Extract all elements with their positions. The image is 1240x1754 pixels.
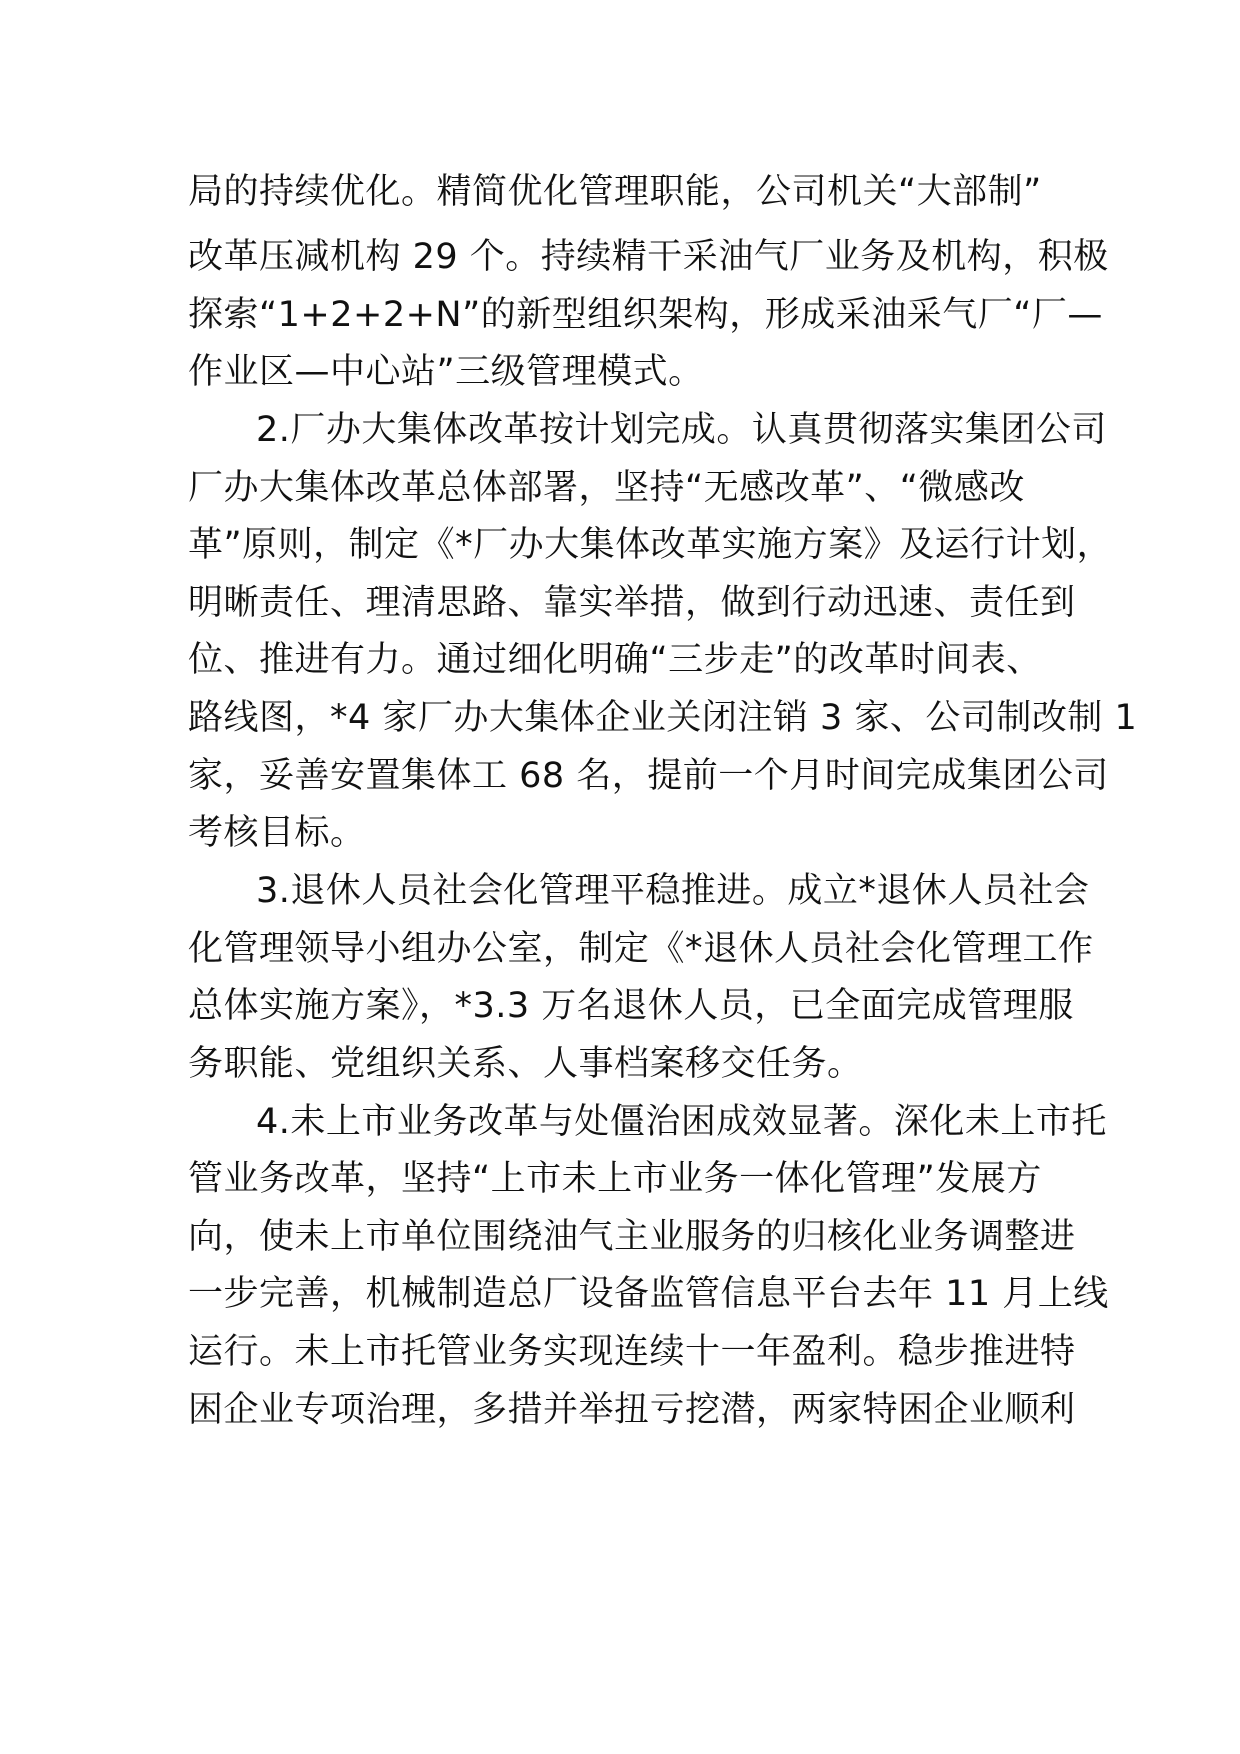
paragraph-4-line-1: 4.未上市业务改革与处僵治困成效显著。深化未上市托 — [256, 1102, 1107, 1142]
paragraph-2-line-3: 革”原则，制定《*厂办大集体改革实施方案》及运行计划， — [188, 525, 1113, 565]
paragraph-1-line-1: 局的持续优化。精简优化管理职能，公司机关“大部制” — [188, 172, 1042, 212]
paragraph-2-line-4: 明晰责任、理清思路、靠实举措，做到行动迅速、责任到 — [188, 583, 1076, 623]
paragraph-1-line-4: 作业区—中心站”三级管理模式。 — [188, 352, 704, 392]
paragraph-2-line-7: 家，妥善安置集体工 68 名，提前一个月时间完成集团公司 — [188, 756, 1109, 796]
paragraph-2-line-8: 考核目标。 — [188, 813, 366, 853]
paragraph-3-line-4: 务职能、党组织关系、人事档案移交任务。 — [188, 1044, 863, 1084]
paragraph-2-line-1: 2.厂办大集体改革按计划完成。认真贯彻落实集团公司 — [256, 410, 1107, 450]
paragraph-3-line-1: 3.退休人员社会化管理平稳推进。成立*退休人员社会 — [256, 871, 1090, 911]
paragraph-4-line-4: 一步完善，机械制造总厂设备监管信息平台去年 11 月上线 — [188, 1274, 1109, 1314]
paragraph-4-line-6: 困企业专项治理，多措并举扭亏挖潜，两家特困企业顺利 — [188, 1390, 1076, 1430]
paragraph-1-line-3: 探索“1+2+2+N”的新型组织架构，形成采油采气厂“厂— — [188, 295, 1103, 335]
paragraph-1-line-2: 改革压减机构 29 个。持续精干采油气厂业务及机构，积极 — [188, 237, 1109, 277]
paragraph-4-line-5: 运行。未上市托管业务实现连续十一年盈利。稳步推进特 — [188, 1332, 1076, 1372]
paragraph-2-line-6: 路线图，*4 家厂办大集体企业关闭注销 3 家、公司制改制 1 — [188, 698, 1138, 738]
paragraph-3-line-2: 化管理领导小组办公室，制定《*退休人员社会化管理工作 — [188, 929, 1094, 969]
paragraph-2-line-5: 位、推进有力。通过细化明确“三步走”的改革时间表、 — [188, 640, 1042, 680]
paragraph-4-line-2: 管业务改革，坚持“上市未上市业务一体化管理”发展方 — [188, 1159, 1042, 1199]
paragraph-4-line-3: 向，使未上市单位围绕油气主业服务的归核化业务调整进 — [188, 1217, 1076, 1257]
paragraph-3-line-3: 总体实施方案》，*3.3 万名退休人员，已全面完成管理服 — [188, 986, 1074, 1026]
paragraph-2-line-2: 厂办大集体改革总体部署，坚持“无感改革”、“微感改 — [188, 468, 1025, 508]
